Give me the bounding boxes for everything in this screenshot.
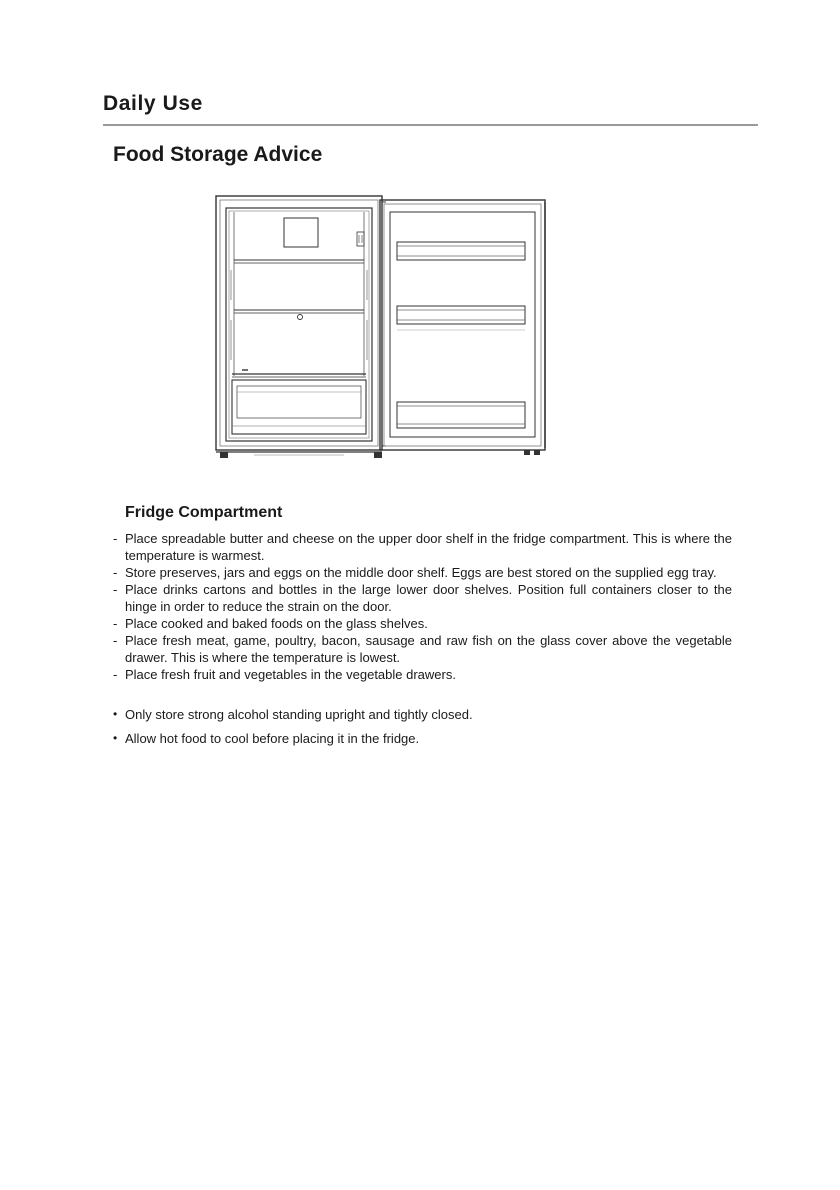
tip-text: Place cooked and baked foods on the glass shelves. <box>125 616 428 631</box>
section-divider <box>103 124 758 126</box>
dash-mark: - <box>113 633 118 648</box>
list-item <box>112 666 732 683</box>
list-item <box>112 564 732 581</box>
note-text: Only store strong alcohol standing upright and tightly closed. <box>125 707 473 722</box>
subsection-title: Food Storage Advice <box>113 143 323 166</box>
list-item <box>112 730 732 747</box>
list-item <box>112 530 732 564</box>
tip-text: Place fresh meat, game, poultry, bacon, sausage and raw fish on the glass cover above the vegetable drawer. This is where the temperature is lowest. <box>125 633 732 665</box>
section-title: Daily Use <box>103 92 203 115</box>
bullet-mark: • <box>113 707 118 721</box>
tip-text: Place spreadable butter and cheese on the upper door shelf in the fridge compartment. This is where the temperature is warmest. <box>125 531 732 563</box>
fridge-storage-tips <box>112 530 732 683</box>
dash-mark: - <box>113 616 118 631</box>
fridge-storage-notes <box>112 706 732 754</box>
bullet-mark: • <box>113 731 118 745</box>
fridge-compartment-title: Fridge Compartment <box>125 504 283 521</box>
list-item <box>112 581 732 615</box>
open-fridge-icon <box>214 190 550 462</box>
list-item <box>112 632 732 666</box>
open-fridge-illustration <box>214 190 550 462</box>
tip-text: Store preserves, jars and eggs on the middle door shelf. Eggs are best stored on the supplied egg tray. <box>125 565 717 580</box>
tip-text: Place drinks cartons and bottles in the large lower door shelves. Position full containers closer to the hinge in order to reduce the strain on the door. <box>125 582 732 614</box>
dash-mark: - <box>113 667 118 682</box>
dash-mark: - <box>113 531 118 546</box>
list-item <box>112 706 732 723</box>
note-text: Allow hot food to cool before placing it in the fridge. <box>125 731 420 746</box>
dash-mark: - <box>113 582 118 597</box>
tip-text: Place fresh fruit and vegetables in the vegetable drawers. <box>125 667 456 682</box>
dash-mark: - <box>113 565 118 580</box>
list-item <box>112 615 732 632</box>
